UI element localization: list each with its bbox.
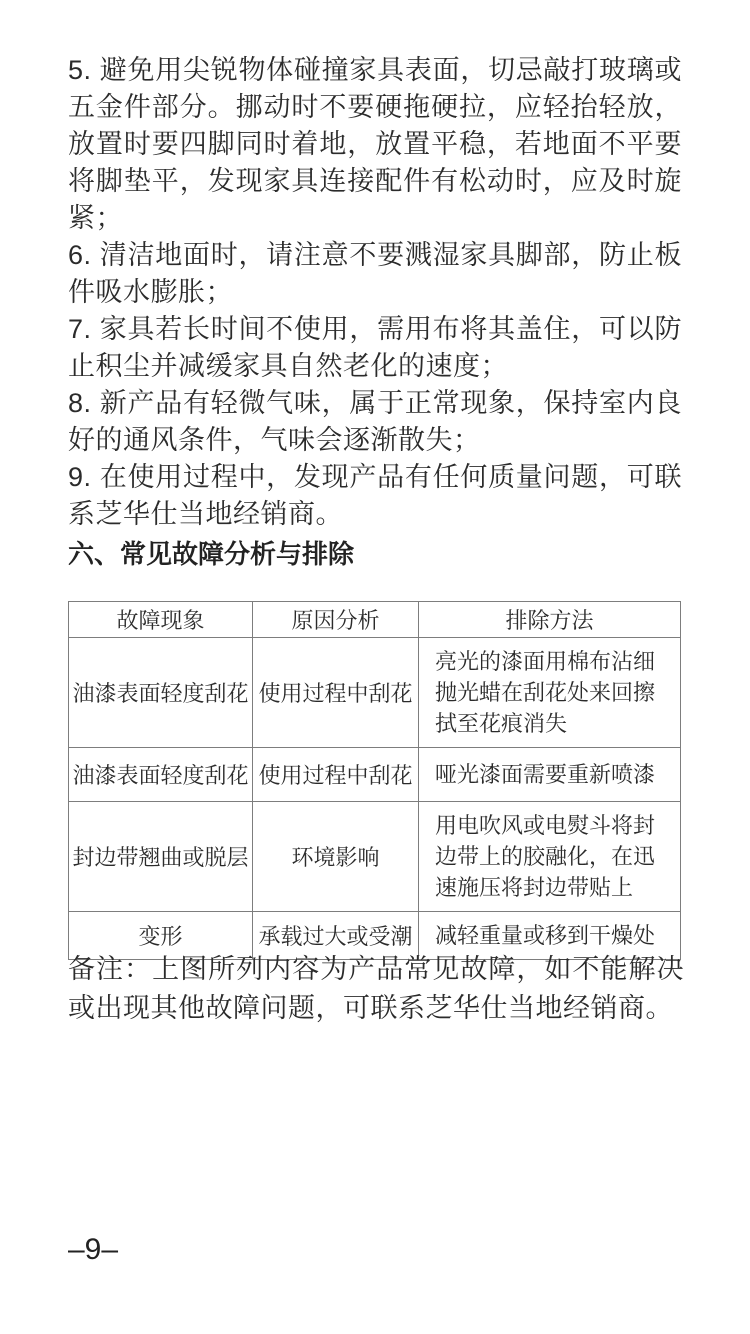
care-item-9: 9. 在使用过程中，发现产品有任何质量问题，可联系芝华仕当地经销商。 (68, 462, 682, 529)
care-item-5: 5. 避免用尖锐物体碰撞家具表面，切忌敲打玻璃或五金件部分。挪动时不要硬拖硬拉，应轻抬轻放，放置时要四脚同时着地，放置平稳，若地面不平要将脚垫平，发现家具连接配件有松动时，应及时旋紧； (68, 55, 682, 233)
cell-cause: 使用过程中刮花 (253, 638, 419, 748)
table-row (69, 802, 681, 912)
cell-cause: 使用过程中刮花 (253, 748, 419, 802)
table-row (69, 638, 681, 748)
cell-cause: 环境影响 (253, 802, 419, 912)
troubleshooting-table (68, 601, 681, 960)
table-header-fault: 故障现象 (69, 602, 253, 638)
cell-fault: 油漆表面轻度刮花 (69, 638, 253, 748)
care-item-7: 7. 家具若长时间不使用，需用布将其盖住，可以防止积尘并减缓家具自然老化的速度； (68, 314, 682, 381)
care-instructions-list (68, 52, 682, 533)
cell-method: 减轻重量或移到干燥处 (419, 912, 681, 960)
cell-fault: 封边带翘曲或脱层 (69, 802, 253, 912)
cell-method: 用电吹风或电熨斗将封边带上的胶融化，在迅速施压将封边带贴上 (419, 802, 681, 912)
table-row (69, 748, 681, 802)
table-header-method: 排除方法 (419, 602, 681, 638)
cell-fault: 油漆表面轻度刮花 (69, 748, 253, 802)
cell-method: 亮光的漆面用棉布沾细抛光蜡在刮花处来回擦拭至花痕消失 (419, 638, 681, 748)
care-item-8: 8. 新产品有轻微气味，属于正常现象，保持室内良好的通风条件，气味会逐渐散失； (68, 388, 682, 455)
cell-cause: 承载过大或受潮 (253, 912, 419, 960)
care-item-6: 6. 清洁地面时，请注意不要溅湿家具脚部，防止板件吸水膨胀； (68, 240, 682, 307)
page-number: –9– (68, 1233, 119, 1266)
table-note: 备注：上图所列内容为产品常见故障，如不能解决或出现其他故障问题，可联系芝华仕当地经销商。 (68, 954, 684, 1023)
cell-method: 哑光漆面需要重新喷漆 (419, 748, 681, 802)
table-header-row (69, 602, 681, 638)
cell-fault: 变形 (69, 912, 253, 960)
section-heading-troubleshooting: 六、常见故障分析与排除 (68, 539, 355, 569)
table-header-cause: 原因分析 (253, 602, 419, 638)
